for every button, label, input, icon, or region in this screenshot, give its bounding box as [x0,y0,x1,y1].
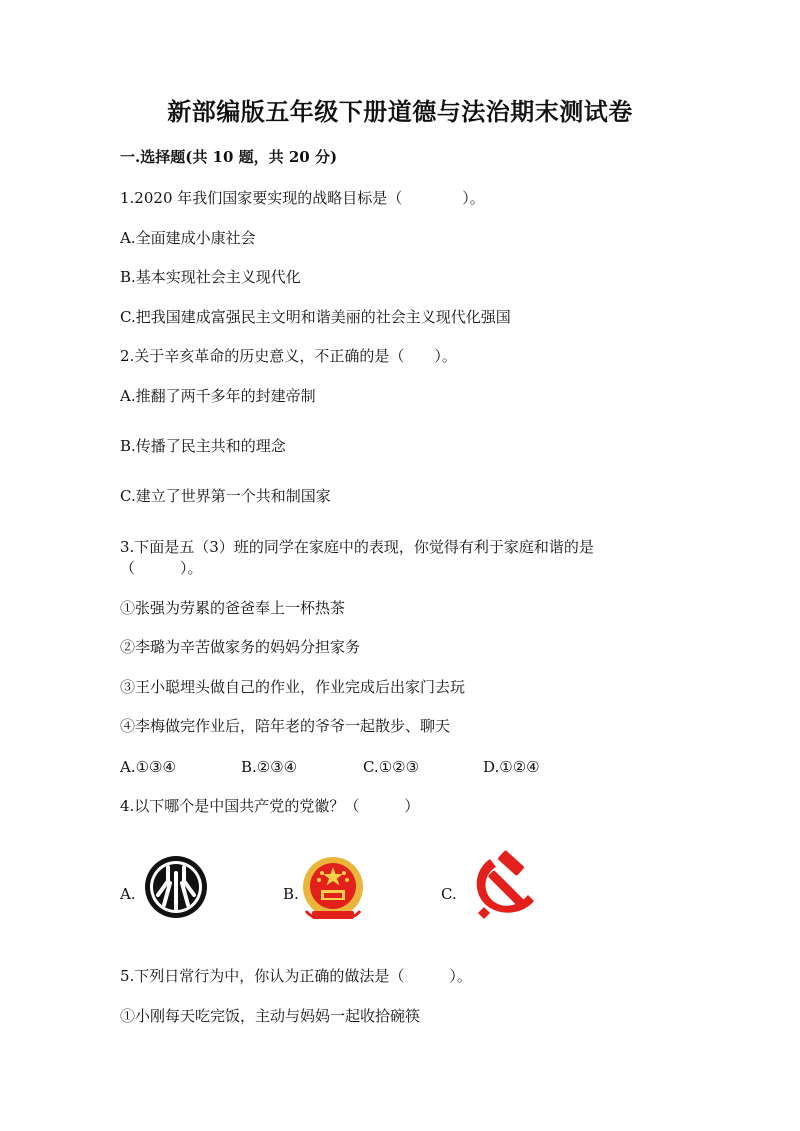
question-3-option-a: A.①③④ [120,758,176,776]
question-1-option-a: A.全面建成小康社会 [120,229,256,247]
question-5-stem: 5.下列日常行为中，你认为正确的做法是（ ）。 [120,967,472,985]
question-4-options [120,855,580,935]
question-2-option-c: C.建立了世界第一个共和制国家 [120,487,331,505]
national-emblem-icon [300,855,366,925]
question-3-item-4: ④李梅做完作业后，陪年老的爷爷一起散步、聊天 [120,717,451,735]
question-1-option-c: C.把我国建成富强民主文明和谐美丽的社会主义现代化强国 [120,308,511,326]
question-3-option-b: B.②③④ [241,758,298,776]
peking-university-emblem-icon [144,855,208,919]
question-3-item-2: ②李璐为辛苦做家务的妈妈分担家务 [120,638,361,656]
question-3-option-c: C.①②③ [363,758,420,776]
question-1-stem: 1.2020 年我们国家要实现的战略目标是（ ）。 [120,189,485,207]
question-3-item-3: ③王小聪埋头做自己的作业，作业完成后出家门去玩 [120,678,466,696]
question-2-option-b: B.传播了民主共和的理念 [120,437,286,455]
question-3-options [120,756,690,778]
question-3-stem-line-2: （ ）。 [120,559,203,577]
question-4-option-b-label: B. [283,885,299,903]
section-heading: 一.选择题(共 10 题，共 20 分) [120,148,338,166]
question-3-stem-line-1: 3.下面是五（3）班的同学在家庭中的表现，你觉得有利于家庭和谐的是 [120,538,594,556]
question-3-option-d: D.①②④ [483,758,540,776]
question-2-stem: 2.关于辛亥革命的历史意义，不正确的是（ ）。 [120,347,457,365]
question-4-option-a-label: A. [120,885,136,903]
question-4-stem: 4.以下哪个是中国共产党的党徽？（ ） [120,797,420,815]
question-4-option-c-label: C. [441,885,457,903]
question-3-item-1: ①张强为劳累的爸爸奉上一杯热茶 [120,599,346,617]
page-title: 新部编版五年级下册道德与法治期末测试卷 [167,97,633,126]
hammer-and-sickle-icon [468,849,540,921]
question-5-item-1: ①小刚每天吃完饭，主动与妈妈一起收拾碗筷 [120,1007,421,1025]
question-2-option-a: A.推翻了两千多年的封建帝制 [120,387,316,405]
question-1-option-b: B.基本实现社会主义现代化 [120,268,301,286]
